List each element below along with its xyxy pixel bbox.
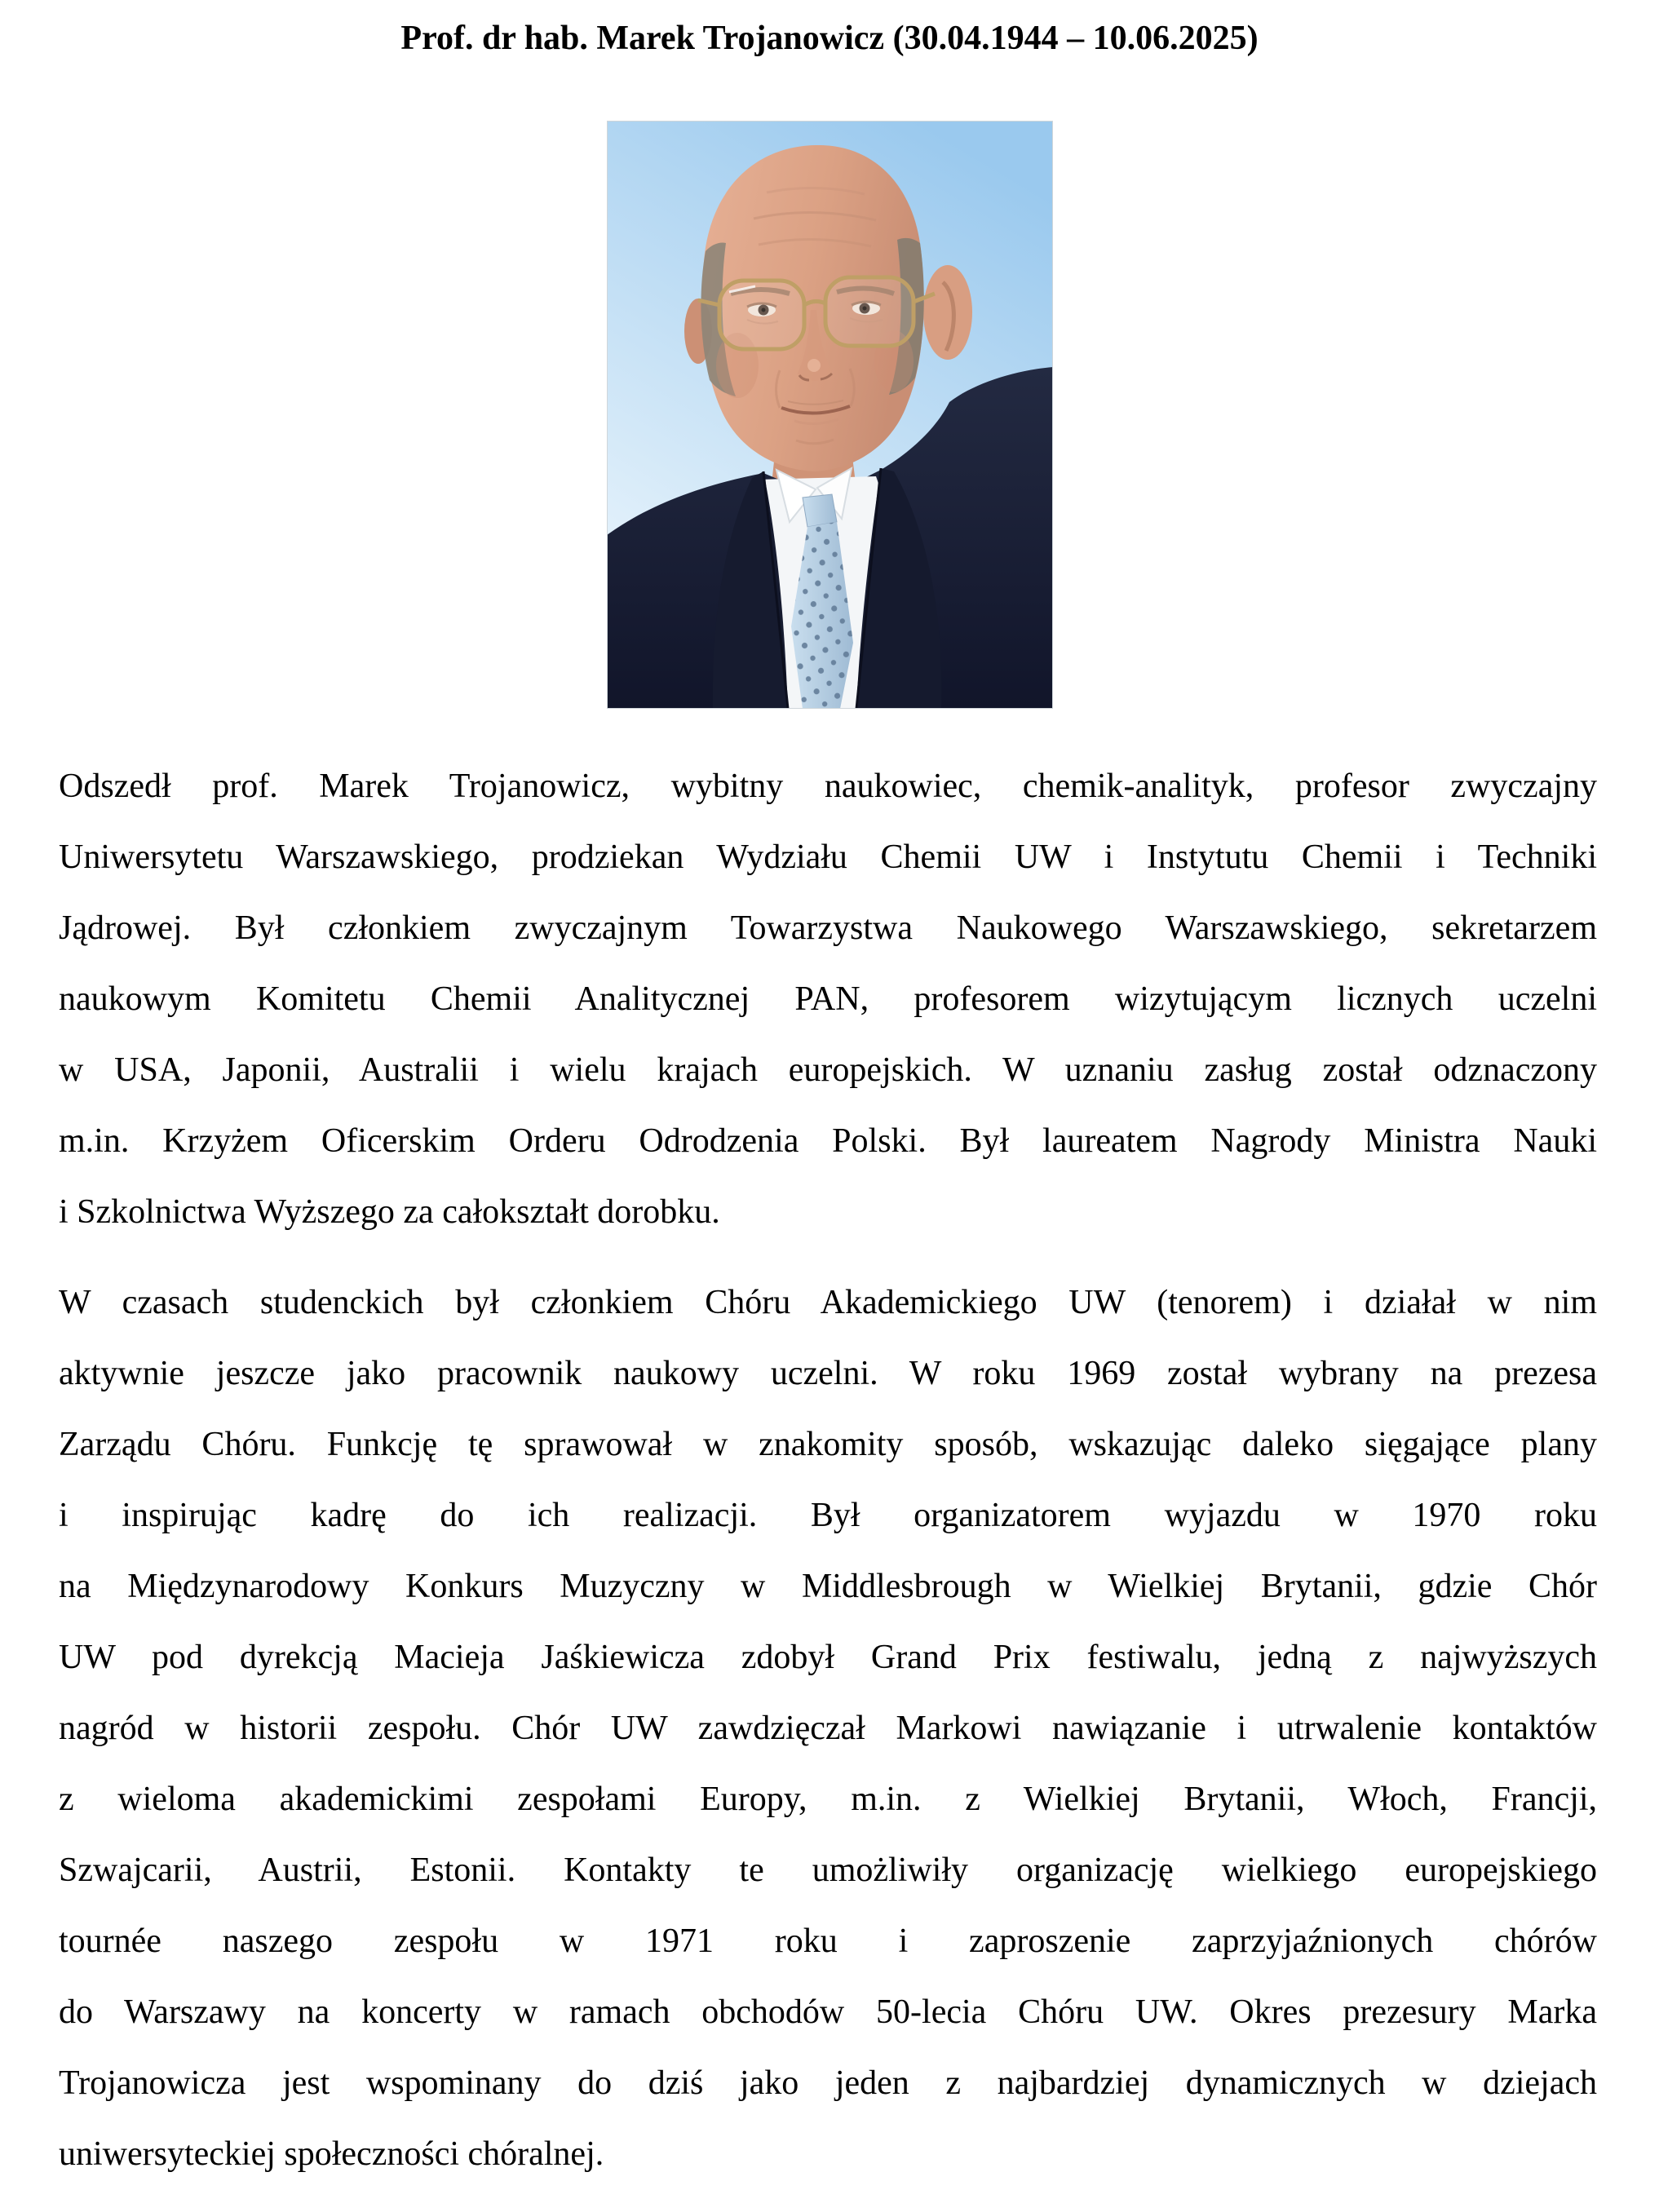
text-line: i inspirując kadrę do ich realizacji. Był organizatorem wyjazdu w 1970 roku — [59, 1497, 1597, 1534]
text-line: i Szkolnictwa Wyższego za całokształt dorobku. — [59, 1193, 720, 1231]
text-line: Zarządu Chóru. Funkcję tę sprawował w znakomity sposób, wskazując daleko sięgające plany — [59, 1426, 1597, 1463]
text-line: m.in. Krzyżem Oficerskim Orderu Odrodzenia Polski. Był laureatem Nagrody Ministra Nauki — [59, 1122, 1597, 1160]
text-line: naukowym Komitetu Chemii Analitycznej PAN, profesorem wizytującym licznych uczelni — [59, 980, 1597, 1018]
text-line: UW pod dyrekcją Macieja Jaśkiewicza zdobył Grand Prix festiwalu, jedną z najwyższych — [59, 1639, 1597, 1676]
text-line: z wieloma akademickimi zespołami Europy, m.in. z Wielkiej Brytanii, Włoch, Francji, — [59, 1781, 1597, 1818]
text-line: Uniwersytetu Warszawskiego, prodziekan Wydziału Chemii UW i Instytutu Chemii i Techniki — [59, 838, 1597, 876]
text-line: aktywnie jeszcze jako pracownik naukowy uczelni. W roku 1969 został wybrany na prezesa — [59, 1355, 1597, 1392]
text-line: Trojanowicza jest wspominany do dziś jako jeden z najbardziej dynamicznych w dziejach — [59, 2064, 1597, 2102]
text-line: W czasach studenckich był członkiem Chóru Akademickiego UW (tenorem) i działał w nim — [59, 1284, 1597, 1321]
paragraph-1 — [59, 751, 1597, 1248]
text-line: w USA, Japonii, Australii i wielu krajach europejskich. W uznaniu zasług został odznaczony — [59, 1051, 1597, 1089]
text-line: na Międzynarodowy Konkurs Muzyczny w Middlesbrough w Wielkiej Brytanii, gdzie Chór — [59, 1568, 1597, 1605]
text-line: do Warszawy na koncerty w ramach obchodów 50-lecia Chóru UW. Okres prezesury Marka — [59, 1993, 1597, 2031]
text-line: Odszedł prof. Marek Trojanowicz, wybitny naukowiec, chemik-analityk, profesor zwyczajny — [59, 768, 1597, 805]
text-line: Szwajcarii, Austrii, Estonii. Kontakty te umożliwiły organizację wielkiego europejskiego — [59, 1851, 1597, 1889]
page-title: Prof. dr hab. Marek Trojanowicz (30.04.1944 – 10.06.2025) — [400, 20, 1259, 57]
text-line: tournée naszego zespołu w 1971 roku i zaproszenie zaprzyjaźnionych chórów — [59, 1922, 1597, 1960]
text-line: Jądrowej. Był członkiem zwyczajnym Towarzystwa Naukowego Warszawskiego, sekretarzem — [59, 909, 1597, 947]
text-line: uniwersyteckiej społeczności chóralnej. — [59, 2135, 604, 2173]
paragraph-2 — [59, 1267, 1597, 2190]
portrait-photo — [607, 121, 1053, 709]
document-body — [59, 751, 1597, 2190]
text-line: nagród w historii zespołu. Chór UW zawdzięczał Markowi nawiązanie i utrwalenie kontaktów — [59, 1710, 1597, 1747]
portrait-illustration — [607, 121, 1053, 709]
